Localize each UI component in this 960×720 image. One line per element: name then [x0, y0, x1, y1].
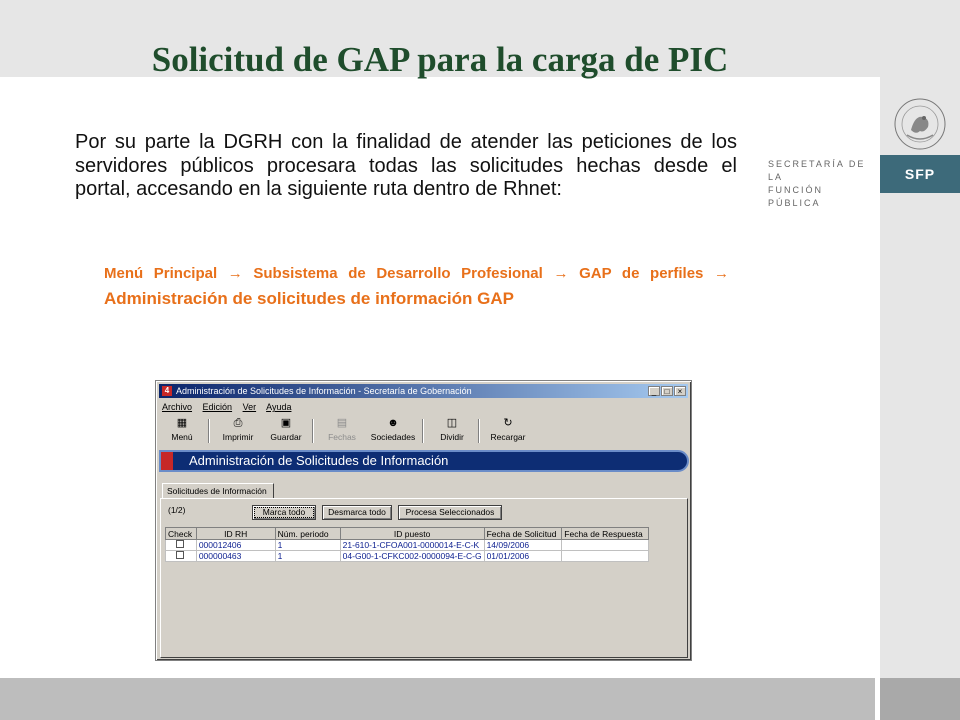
cell-periodo: 1 — [275, 551, 340, 562]
row-checkbox-cell — [166, 540, 197, 551]
minimize-button[interactable]: _ — [648, 386, 660, 396]
reload-button[interactable] — [486, 416, 530, 446]
row-checkbox[interactable] — [176, 540, 184, 548]
cell-id-puesto: 04-G00-1-CFKC002-0000094-E-C-G — [340, 551, 484, 562]
cell-id-rh: 000012406 — [196, 540, 275, 551]
menu-ver[interactable]: Ver — [242, 402, 257, 412]
toolbar-separator — [422, 419, 424, 443]
mark-all-button[interactable]: Marca todo — [252, 505, 316, 520]
tool-label: Fechas — [328, 432, 356, 442]
toolbar — [160, 416, 688, 446]
calendar-icon: ▤ — [336, 417, 348, 429]
row-checkbox-cell — [166, 551, 197, 562]
menu-bar — [162, 401, 299, 413]
process-selected-button[interactable]: Procesa Seleccionados — [398, 505, 502, 520]
menu-tool-button[interactable] — [160, 416, 204, 446]
tab-solicitudes[interactable]: Solicitudes de Información — [162, 483, 274, 499]
record-count: (1/2) — [168, 505, 186, 515]
cell-periodo: 1 — [275, 540, 340, 551]
menu-archivo[interactable]: Archivo — [162, 402, 193, 412]
sfp-logo: SFP — [880, 155, 960, 193]
column-header-check[interactable]: Check — [166, 528, 197, 540]
window-title: Administración de Solicitudes de Información - Secretaría de Gobernación — [176, 386, 472, 396]
route-step-subsystem: Subsistema de Desarrollo Profesional — [253, 265, 543, 282]
maximize-button[interactable]: □ — [661, 386, 673, 396]
close-button[interactable]: × — [674, 386, 686, 396]
arrow-right-icon: → — [227, 265, 243, 282]
tool-label: Menú — [171, 432, 193, 442]
route-step-main-menu: Menú Principal — [104, 265, 218, 282]
table-row[interactable] — [166, 540, 649, 551]
menu-edicion[interactable]: Edición — [202, 402, 233, 412]
split-button[interactable] — [430, 416, 474, 446]
module-banner — [159, 450, 689, 472]
cell-fecha-respuesta — [562, 551, 649, 562]
app-logo-icon: 4 — [162, 386, 172, 396]
cell-id-puesto: 21-610-1-CFOA001-0000014-E-C-K — [340, 540, 484, 551]
column-header-id-rh[interactable]: ID RH — [196, 528, 275, 540]
cell-id-rh: 000000463 — [196, 551, 275, 562]
column-header-fecha-solicitud[interactable]: Fecha de Solicitud — [484, 528, 562, 540]
toolbar-separator — [208, 419, 210, 443]
column-header-fecha-respuesta[interactable]: Fecha de Respuesta — [562, 528, 649, 540]
menu-ayuda[interactable]: Ayuda — [266, 402, 292, 412]
arrow-right-icon: → — [714, 265, 730, 282]
route-step-admin-requests: Administración de solicitudes de información GAP — [104, 289, 514, 308]
cell-fecha-respuesta — [562, 540, 649, 551]
save-button[interactable] — [264, 416, 308, 446]
cell-fecha-solicitud: 14/09/2006 — [484, 540, 562, 551]
footer-band — [0, 678, 875, 720]
unmark-all-button[interactable]: Desmarca todo — [322, 505, 392, 520]
split-window-icon: ◫ — [446, 417, 458, 429]
arrow-right-icon: → — [553, 265, 569, 282]
print-button[interactable] — [216, 416, 260, 446]
ministry-name-line2: FUNCIÓN PÚBLICA — [768, 185, 823, 208]
cell-fecha-solicitud: 01/01/2006 — [484, 551, 562, 562]
footer-band-right — [880, 678, 960, 720]
tool-label: Dividir — [440, 432, 464, 442]
requests-table — [165, 527, 649, 562]
toolbar-separator — [478, 419, 480, 443]
tool-label: Imprimir — [222, 432, 254, 442]
tool-label: Sociedades — [370, 432, 416, 442]
column-header-periodo[interactable]: Núm. periodo — [275, 528, 340, 540]
tool-label: Guardar — [270, 432, 302, 442]
mexican-seal-icon — [893, 97, 947, 151]
ministry-name-line1: SECRETARÍA DE LA — [768, 159, 866, 182]
tab-panel — [160, 498, 688, 658]
menu-grid-icon: ▦ — [176, 417, 188, 429]
tool-label: Recargar — [490, 432, 526, 442]
column-header-id-puesto[interactable]: ID puesto — [340, 528, 484, 540]
printer-icon: ⎙ — [233, 417, 243, 429]
route-step-gap-profiles: GAP de perfiles — [579, 265, 704, 282]
people-icon: ☻ — [387, 417, 399, 429]
companies-button[interactable] — [368, 416, 418, 446]
refresh-icon: ↻ — [503, 417, 513, 429]
floppy-disk-icon: ▣ — [280, 417, 292, 429]
ministry-name — [768, 158, 878, 210]
dates-button[interactable] — [320, 416, 364, 446]
window-titlebar — [159, 384, 688, 398]
toolbar-separator — [312, 419, 314, 443]
banner-accent — [161, 452, 173, 470]
app-window — [155, 380, 692, 661]
banner-title: Administración de Solicitudes de Información — [189, 453, 449, 468]
slide-title: Solicitud de GAP para la carga de PIC — [151, 40, 729, 79]
navigation-route — [104, 261, 729, 312]
table-row[interactable] — [166, 551, 649, 562]
row-checkbox[interactable] — [176, 551, 184, 559]
intro-paragraph: Por su parte la DGRH con la finalidad de atender las peticiones de los servidores públicos procesara todas las solicitudes hechas desde el portal, accesando en la siguiente ruta dentro de Rhnet: — [75, 131, 737, 200]
